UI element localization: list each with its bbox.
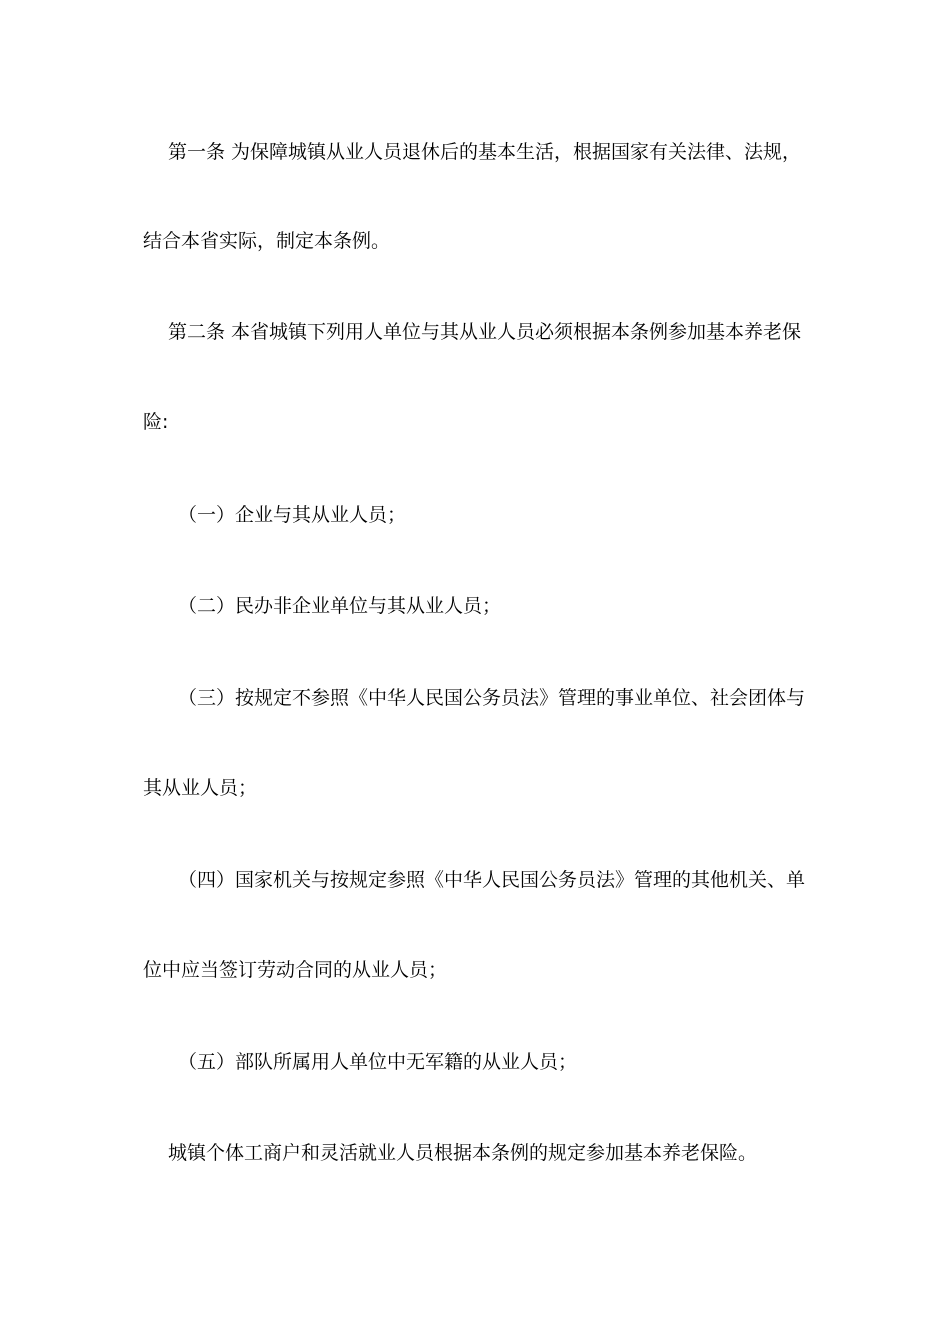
article2-closing: 城镇个体工商户和灵活就业人员根据本条例的规定参加基本养老保险。 — [168, 1142, 758, 1164]
article2-item4-line2: 位中应当签订劳动合同的从业人员； — [143, 959, 448, 981]
article2-item3-line2: 其从业人员； — [143, 777, 258, 799]
article2-item3-line1: （三）按规定不参照《中华人民国公务员法》管理的事业单位、社会团体与 — [178, 687, 806, 709]
article1-line2: 结合本省实际，制定本条例。 — [143, 230, 391, 252]
article2-item2: （二）民办非企业单位与其从业人员； — [178, 595, 502, 617]
article2-item1: （一）企业与其从业人员； — [178, 504, 407, 526]
article2-line2: 险: — [143, 411, 169, 433]
article2-item5: （五）部队所属用人单位中无军籍的从业人员； — [178, 1051, 578, 1073]
article1-line1: 第一条 为保障城镇从业人员退休后的基本生活，根据国家有关法律、法规， — [168, 141, 802, 163]
article2-item4-line1: （四）国家机关与按规定参照《中华人民国公务员法》管理的其他机关、单 — [178, 869, 806, 891]
article2-line1: 第二条 本省城镇下列用人单位与其从业人员必须根据本条例参加基本养老保 — [168, 321, 802, 343]
